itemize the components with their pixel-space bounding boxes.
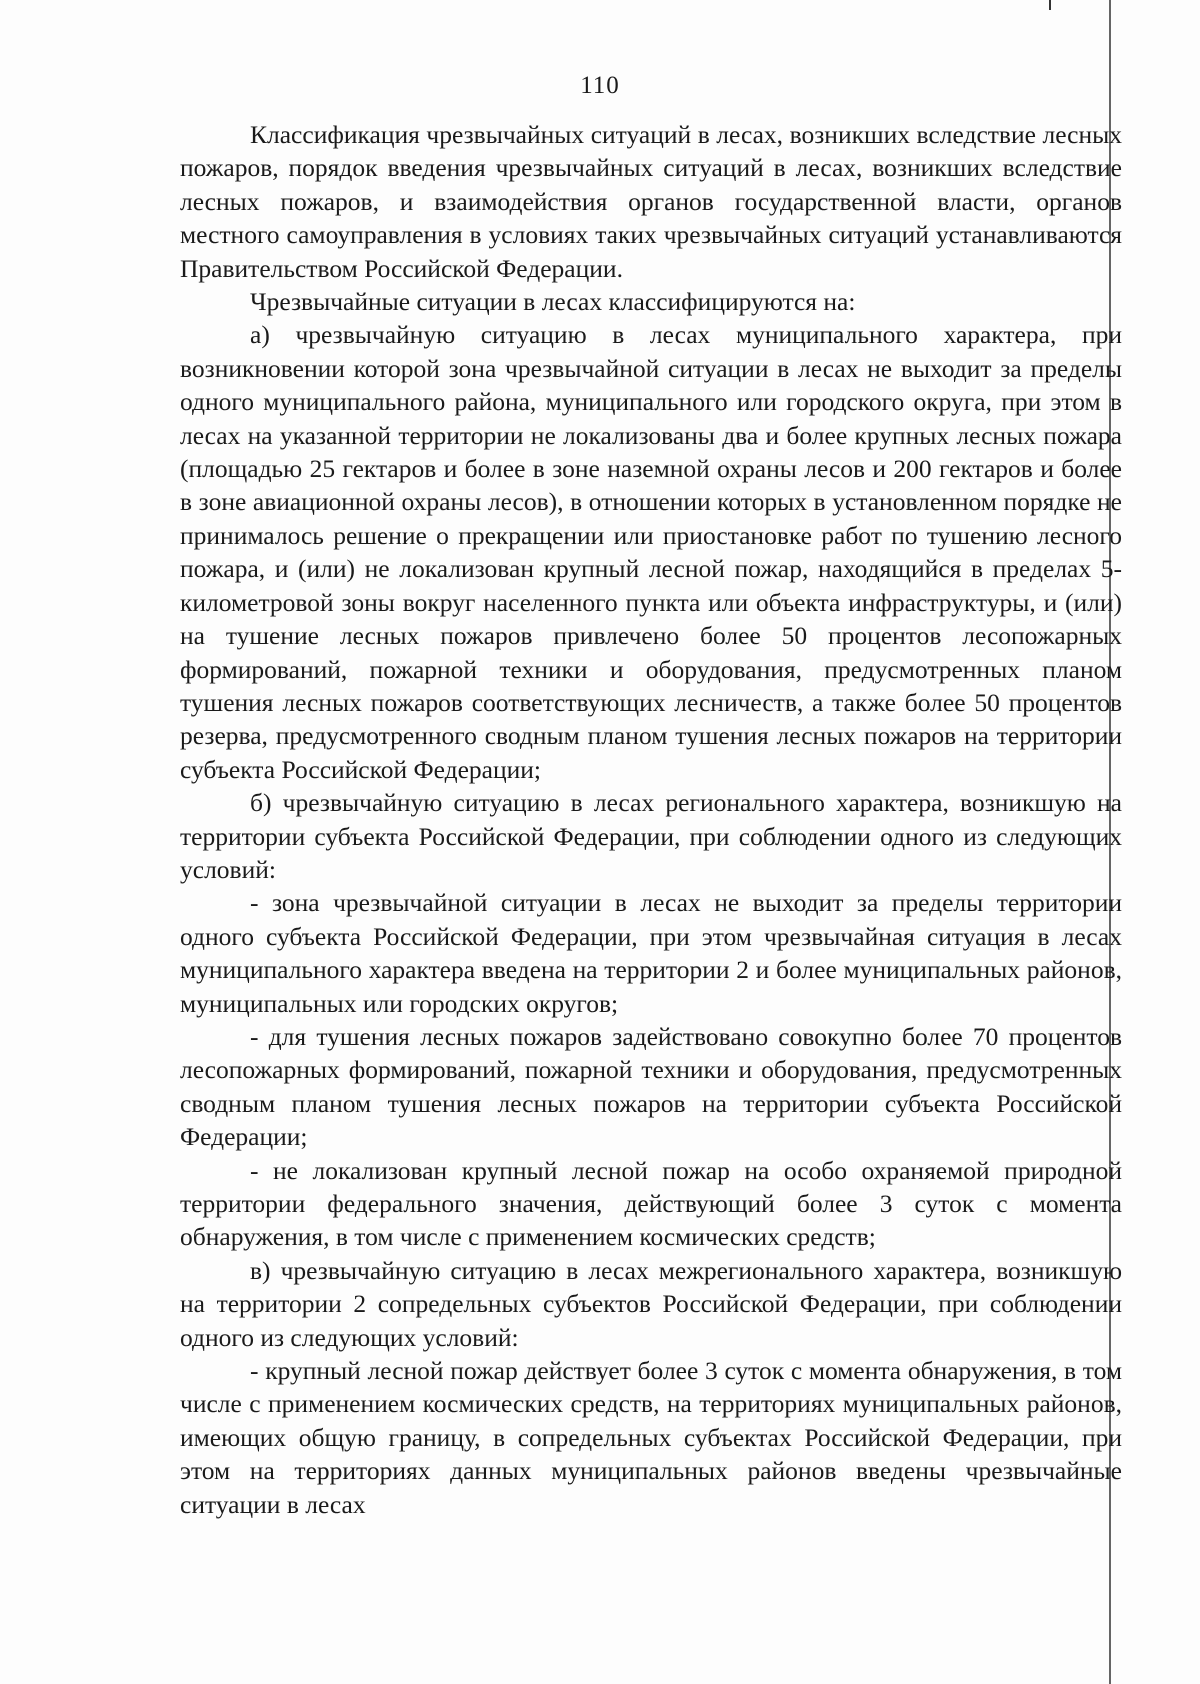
scan-artifact-tick bbox=[1049, 0, 1051, 10]
paragraph-b-condition-2: - для тушения лесных пожаров задействовано совокупно более 70 процентов лесопожарных формирований, пожарной техники и оборудования, предусмотренных сводным планом тушения лесных пожаров на территории субъекта Российской Федерации; bbox=[180, 1021, 1122, 1152]
paragraph-b-condition-1: - зона чрезвычайной ситуации в лесах не выходит за пределы территории одного субъекта Российской Федерации, при этом чрезвычайная ситуация в лесах муниципального характера введена на территории 2 и более муниципальных районов, муниципальных или городских округов; bbox=[180, 888, 1122, 1018]
paragraph-item-b-regional: б) чрезвычайную ситуацию в лесах регионального характера, возникшую на территории субъекта Российской Федерации, при соблюдении одного из следующих условий: bbox=[180, 788, 1122, 884]
paragraph-item-a-municipal: а) чрезвычайную ситуацию в лесах муниципального характера, при возникновении которой зона чрезвычайной ситуации в лесах не выходит за пределы одного муниципального района, муниципального или городского округа, при этом в лесах на указанной территории не локализованы два и более крупных лесных пожара (площадью 25 гектаров и более в зоне наземной охраны лесов и 200 гектаров и более в зоне авиационной охраны лесов), в отношении которых в установленном порядке не принималось решение о прекращении или приостановке работ по тушению лесного пожара, и (или) не локализован крупный лесной пожар, находящийся в пределах 5-километровой зоны вокруг населенного пункта или объекта инфраструктуры, и (или) на тушение лесных пожаров привлечено более 50 процентов лесопожарных формирований, пожарной техники и оборудования, предусмотренных планом тушения лесных пожаров соответствующих лесничеств, а также более 50 процентов резерва, предусмотренного сводным планом тушения лесных пожаров на территории субъекта Российской Федерации; bbox=[180, 320, 1122, 784]
paragraph-b-condition-3: - не локализован крупный лесной пожар на особо охраняемой природной территории федерального значения, действующий более 3 суток с момента обнаружения, в том числе с применением космических средств; bbox=[180, 1155, 1122, 1252]
page-number: 110 bbox=[580, 72, 620, 99]
document-body bbox=[180, 118, 1122, 1521]
paragraph-classified-as: Чрезвычайные ситуации в лесах классифицируются на: bbox=[250, 287, 856, 317]
paragraph-item-v-interregional: в) чрезвычайную ситуацию в лесах межрегионального характера, возникшую на территории 2 сопредельных субъектов Российской Федерации, при соблюдении одного из следующих условий: bbox=[180, 1255, 1122, 1352]
paragraph-classification: Классификация чрезвычайных ситуаций в лесах, возникших вследствие лесных пожаров, порядок введения чрезвычайных ситуаций в лесах, возникших вследствие лесных пожаров, и взаимодействия органов государственной власти, органов местного самоуправления в условиях таких чрезвычайных ситуаций устанавливаются Правительством Российской Федерации. bbox=[180, 120, 1122, 283]
paragraph-v-condition-1: - крупный лесной пожар действует более 3 суток с момента обнаружения, в том числе с применением космических средств, на территориях муниципальных районов, имеющих общую границу, в сопредельных субъектах Российской Федерации, при этом на территориях данных муниципальных районов введены чрезвычайные ситуации в лесах bbox=[180, 1356, 1122, 1519]
